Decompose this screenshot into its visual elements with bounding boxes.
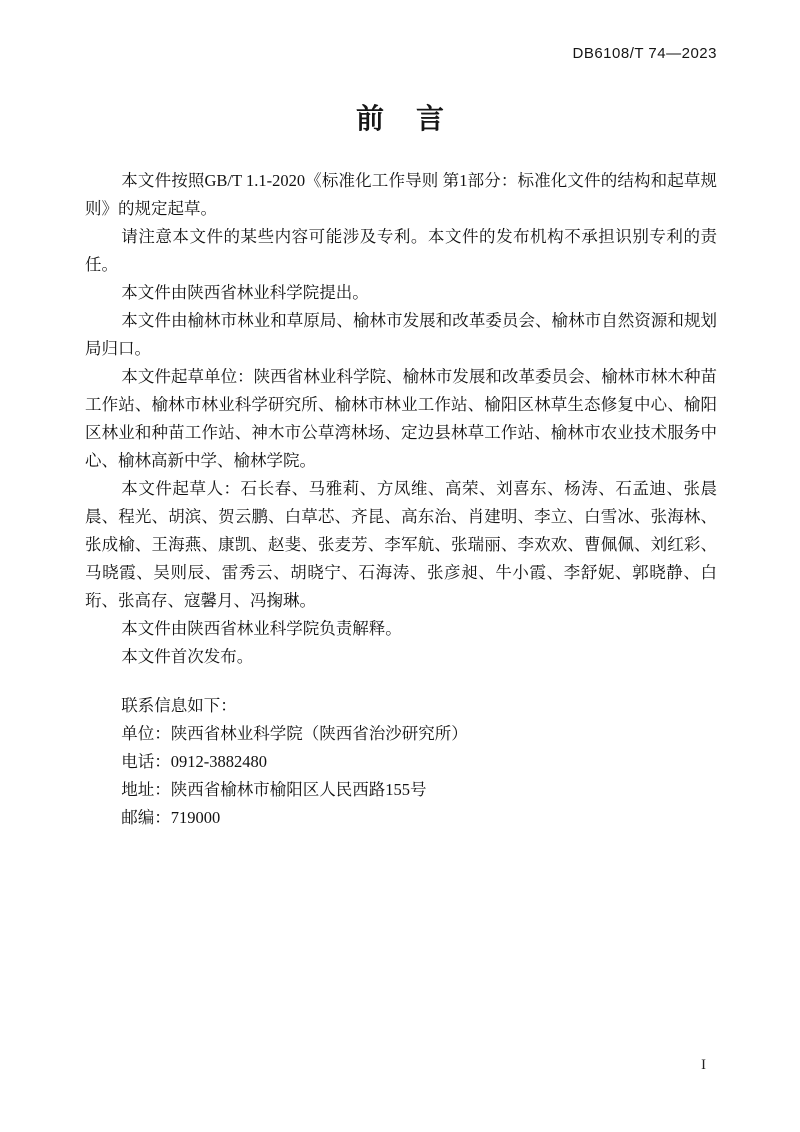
paragraph-patent-notice: 请注意本文件的某些内容可能涉及专利。本文件的发布机构不承担识别专利的责任。 <box>85 227 717 274</box>
paragraph-drafters: 本文件起草人：石长春、马雅莉、方凤维、高荣、刘喜东、杨涛、石孟迪、张晨晨、程光、胡滨、贺云鹏、白草芯、齐昆、高东治、肖建明、李立、白雪冰、张海林、张成榆、王海燕、康凯、赵斐、张麦芳、李军航、张瑞丽、李欢欢、曹佩佩、刘红彩、马晓霞、吴则辰、雷秀云、胡晓宁、石海涛、张彦昶、牛小霞、李舒妮、郭晓静、白珩、张高存、寇馨月、冯掬琳。 <box>85 479 717 610</box>
contact-postcode: 邮编：719000 <box>121 808 221 827</box>
contact-phone: 电话：0912-3882480 <box>121 752 268 771</box>
contact-info-block <box>85 692 717 832</box>
standard-number-header: DB6108/T 74—2023 <box>572 45 717 62</box>
page-number: I <box>701 1057 706 1073</box>
foreword-title: 前 言 <box>355 104 446 135</box>
paragraph-drafting-rules: 本文件按照GB/T 1.1-2020《标准化工作导则 第1部分：标准化文件的结构和起草规则》的规定起草。 <box>85 171 717 218</box>
foreword-body <box>85 167 717 832</box>
paragraph-interpreted-by: 本文件由陕西省林业科学院负责解释。 <box>121 619 402 638</box>
paragraph-under-jurisdiction: 本文件由榆林市林业和草原局、榆林市发展和改革委员会、榆林市自然资源和规划局归口。 <box>85 311 717 358</box>
paragraph-proposed-by: 本文件由陕西省林业科学院提出。 <box>121 283 369 302</box>
paragraph-drafting-organizations: 本文件起草单位：陕西省林业科学院、榆林市发展和改革委员会、榆林市林木种苗工作站、榆林市林业科学研究所、榆林市林业工作站、榆阳区林草生态修复中心、榆阳区林业和种苗工作站、神木市公草湾林场、定边县林草工作站、榆林市农业技术服务中心、榆林高新中学、榆林学院。 <box>85 367 717 470</box>
paragraph-first-issue: 本文件首次发布。 <box>121 647 254 666</box>
contact-address: 地址：陕西省榆林市榆阳区人民西路155号 <box>121 780 427 799</box>
contact-unit: 单位：陕西省林业科学院（陕西省治沙研究所） <box>121 724 468 743</box>
contact-intro: 联系信息如下： <box>121 696 237 715</box>
